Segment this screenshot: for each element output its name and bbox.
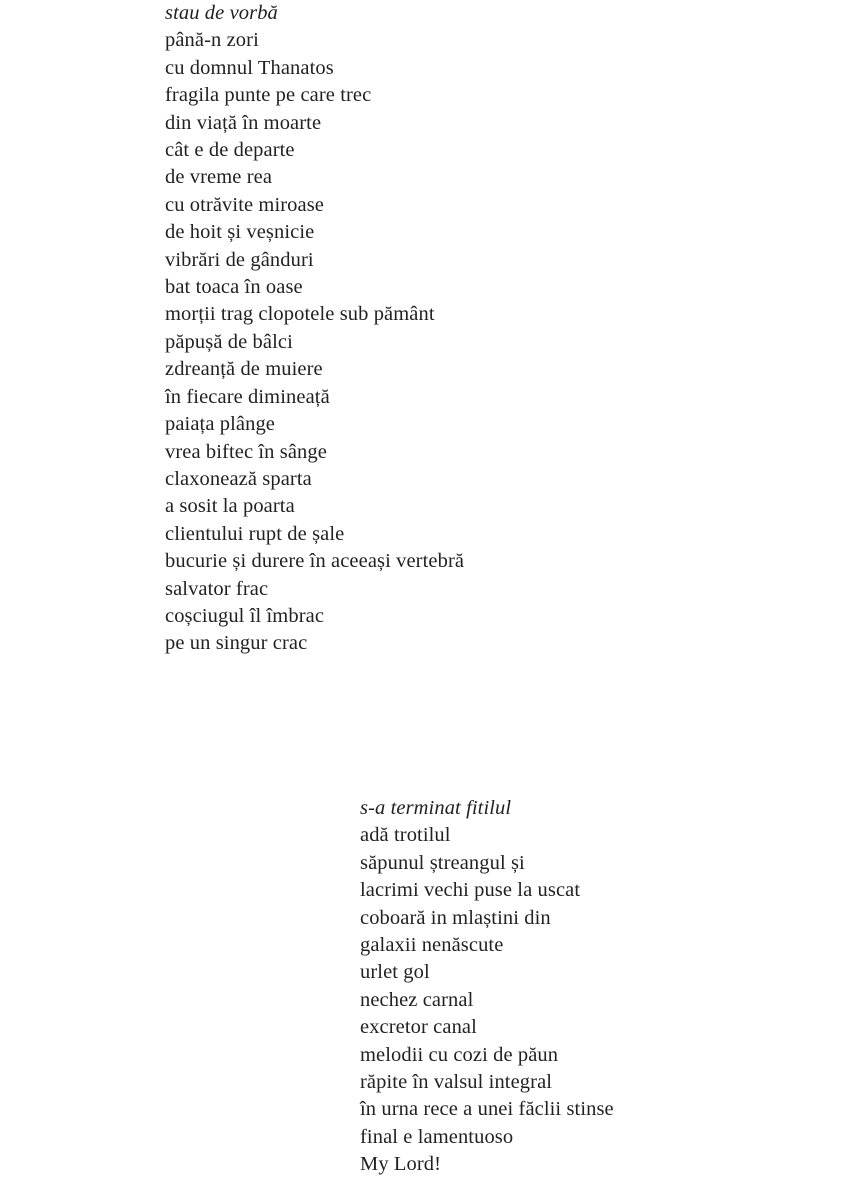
poem-line: urlet gol bbox=[360, 961, 430, 984]
poem-line: pe un singur crac bbox=[165, 632, 308, 655]
poem-line: cu otrăvite miroase bbox=[165, 193, 325, 216]
poem-title: stau de vorbă bbox=[165, 2, 278, 24]
poem-line: adă trotilul bbox=[360, 824, 451, 847]
poem-line: bucurie și durere în aceeași vertebră bbox=[165, 550, 465, 573]
poem-line: răpite în valsul integral bbox=[360, 1071, 553, 1094]
poem-line: melodii cu cozi de păun bbox=[360, 1043, 559, 1066]
poem-line: vrea biftec în sânge bbox=[165, 440, 327, 463]
poem-line: vibrări de gânduri bbox=[165, 248, 314, 271]
poem-line: morții trag clopotele sub pământ bbox=[165, 303, 435, 326]
poem-line: cât e de departe bbox=[165, 139, 295, 162]
poem-line: de hoit și veșnicie bbox=[165, 221, 315, 244]
poem-title: s-a terminat fitilul bbox=[360, 797, 512, 819]
poem-line: de vreme rea bbox=[165, 166, 273, 189]
poem-line: cu domnul Thanatos bbox=[165, 56, 334, 79]
poem-line: în fiecare dimineață bbox=[165, 385, 330, 408]
poem-line: fragila punte pe care trec bbox=[165, 84, 372, 107]
poem-line: coșciugul îl îmbrac bbox=[165, 604, 325, 627]
poem-line: salvator frac bbox=[165, 577, 269, 600]
poem-line: clientului rupt de șale bbox=[165, 522, 345, 545]
poem-line: final e lamentuoso bbox=[360, 1125, 514, 1148]
poem-line: săpunul ștreangul și bbox=[360, 851, 525, 874]
poem-s-a-terminat-fitilul bbox=[360, 795, 614, 1179]
poem-line: zdreanță de muiere bbox=[165, 358, 323, 381]
poem-line: paiața plânge bbox=[165, 413, 276, 436]
poem-line: claxonează sparta bbox=[165, 467, 312, 490]
poem-line: excretor canal bbox=[360, 1016, 477, 1039]
poem-line: My Lord! bbox=[360, 1153, 442, 1176]
poem-line: bat toaca în oase bbox=[165, 276, 303, 299]
poem-line: coboară in mlaștini din bbox=[360, 906, 551, 929]
poem-line: păpușă de bâlci bbox=[165, 330, 293, 353]
poem-stau-de-vorba bbox=[165, 0, 464, 658]
poem-line: lacrimi vechi puse la uscat bbox=[360, 879, 581, 902]
poem-line: galaxii nenăscute bbox=[360, 934, 504, 957]
poem-line: din viață în moarte bbox=[165, 111, 322, 134]
poem-line: până-n zori bbox=[165, 29, 259, 52]
poem-line: nechez carnal bbox=[360, 988, 474, 1011]
poem-line: a sosit la poarta bbox=[165, 495, 295, 518]
poem-line: în urna rece a unei făclii stinse bbox=[360, 1098, 614, 1121]
